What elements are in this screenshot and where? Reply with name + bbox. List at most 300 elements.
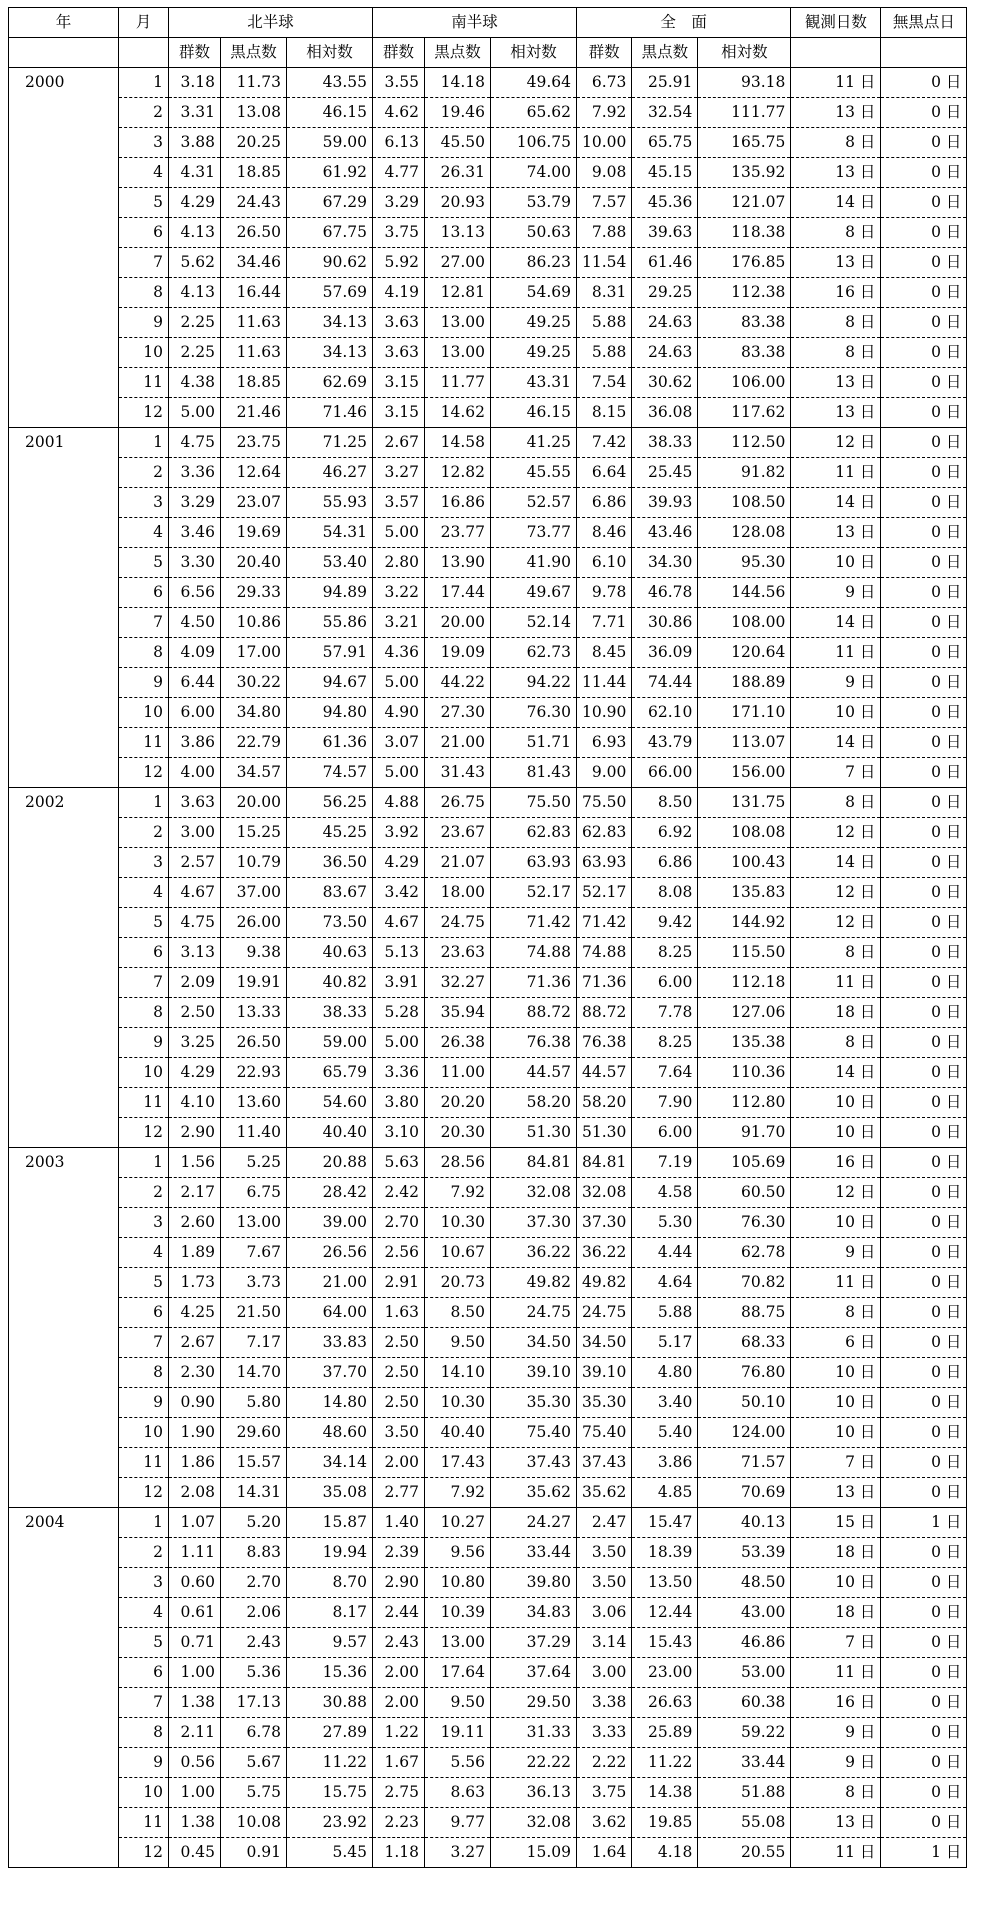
total-groups-cell: 7.57	[577, 188, 632, 218]
north-groups-cell: 1.38	[169, 1688, 221, 1718]
south-relative-cell: 49.25	[491, 308, 577, 338]
south-relative-cell: 76.30	[491, 698, 577, 728]
table-row	[9, 1478, 967, 1508]
header-row-sub	[9, 38, 967, 68]
total-spots-cell: 8.08	[632, 878, 698, 908]
table-row	[9, 1718, 967, 1748]
total-relative-cell: 112.18	[698, 968, 791, 998]
total-groups-cell: 3.14	[577, 1628, 632, 1658]
north-spots-cell: 29.33	[221, 578, 287, 608]
north-relative-cell: 40.63	[287, 938, 373, 968]
total-spots-cell: 12.44	[632, 1598, 698, 1628]
south-spots-cell: 20.73	[425, 1268, 491, 1298]
north-groups-cell: 3.13	[169, 938, 221, 968]
north-spots-cell: 2.06	[221, 1598, 287, 1628]
total-spots-cell: 5.88	[632, 1298, 698, 1328]
north-groups-cell: 4.09	[169, 638, 221, 668]
obs-days-cell: 18 日	[791, 998, 881, 1028]
north-spots-cell: 13.00	[221, 1208, 287, 1238]
total-spots-cell: 7.19	[632, 1148, 698, 1178]
header-empty	[119, 38, 169, 68]
month-cell: 5	[119, 1268, 169, 1298]
total-groups-cell: 63.93	[577, 848, 632, 878]
obs-days-cell: 7 日	[791, 1628, 881, 1658]
obs-days-cell: 11 日	[791, 638, 881, 668]
total-relative-cell: 53.39	[698, 1538, 791, 1568]
total-relative-cell: 91.70	[698, 1118, 791, 1148]
total-groups-cell: 7.88	[577, 218, 632, 248]
month-cell: 2	[119, 1178, 169, 1208]
subheader-total-spots: 黒点数	[632, 38, 698, 68]
month-cell: 8	[119, 1718, 169, 1748]
obs-days-cell: 8 日	[791, 218, 881, 248]
month-cell: 5	[119, 1628, 169, 1658]
no-spot-days-cell: 0 日	[881, 848, 967, 878]
south-relative-cell: 71.42	[491, 908, 577, 938]
south-relative-cell: 76.38	[491, 1028, 577, 1058]
total-groups-cell: 6.73	[577, 68, 632, 98]
north-relative-cell: 21.00	[287, 1268, 373, 1298]
obs-days-cell: 10 日	[791, 1418, 881, 1448]
north-relative-cell: 73.50	[287, 908, 373, 938]
total-spots-cell: 65.75	[632, 128, 698, 158]
table-row	[9, 1208, 967, 1238]
total-relative-cell: 156.00	[698, 758, 791, 788]
obs-days-cell: 10 日	[791, 698, 881, 728]
table-row	[9, 98, 967, 128]
no-spot-days-cell: 0 日	[881, 1148, 967, 1178]
north-spots-cell: 11.63	[221, 338, 287, 368]
total-groups-cell: 3.06	[577, 1598, 632, 1628]
total-groups-cell: 37.43	[577, 1448, 632, 1478]
south-groups-cell: 2.50	[373, 1358, 425, 1388]
total-relative-cell: 105.69	[698, 1148, 791, 1178]
south-relative-cell: 39.80	[491, 1568, 577, 1598]
total-spots-cell: 43.79	[632, 728, 698, 758]
year-cell: 2002	[9, 788, 119, 1148]
total-groups-cell: 51.30	[577, 1118, 632, 1148]
north-spots-cell: 6.78	[221, 1718, 287, 1748]
obs-days-cell: 15 日	[791, 1508, 881, 1538]
north-spots-cell: 18.85	[221, 368, 287, 398]
south-relative-cell: 35.62	[491, 1478, 577, 1508]
south-relative-cell: 51.71	[491, 728, 577, 758]
north-groups-cell: 1.07	[169, 1508, 221, 1538]
total-relative-cell: 62.78	[698, 1238, 791, 1268]
total-groups-cell: 58.20	[577, 1088, 632, 1118]
north-spots-cell: 14.70	[221, 1358, 287, 1388]
south-relative-cell: 29.50	[491, 1688, 577, 1718]
month-cell: 9	[119, 1748, 169, 1778]
total-spots-cell: 19.85	[632, 1808, 698, 1838]
north-spots-cell: 23.75	[221, 428, 287, 458]
table-row	[9, 218, 967, 248]
total-relative-cell: 33.44	[698, 1748, 791, 1778]
north-relative-cell: 94.80	[287, 698, 373, 728]
south-relative-cell: 49.67	[491, 578, 577, 608]
total-relative-cell: 40.13	[698, 1508, 791, 1538]
obs-days-cell: 11 日	[791, 458, 881, 488]
north-groups-cell: 1.00	[169, 1778, 221, 1808]
obs-days-cell: 11 日	[791, 1268, 881, 1298]
north-relative-cell: 46.27	[287, 458, 373, 488]
south-groups-cell: 2.75	[373, 1778, 425, 1808]
no-spot-days-cell: 0 日	[881, 338, 967, 368]
month-cell: 3	[119, 488, 169, 518]
north-groups-cell: 3.46	[169, 518, 221, 548]
north-groups-cell: 2.57	[169, 848, 221, 878]
total-relative-cell: 93.18	[698, 68, 791, 98]
obs-days-cell: 13 日	[791, 1808, 881, 1838]
no-spot-days-cell: 0 日	[881, 1448, 967, 1478]
month-cell: 2	[119, 98, 169, 128]
north-relative-cell: 23.92	[287, 1808, 373, 1838]
subheader-south-spots: 黒点数	[425, 38, 491, 68]
south-spots-cell: 12.81	[425, 278, 491, 308]
total-groups-cell: 71.42	[577, 908, 632, 938]
south-spots-cell: 21.07	[425, 848, 491, 878]
south-spots-cell: 20.20	[425, 1088, 491, 1118]
obs-days-cell: 7 日	[791, 1448, 881, 1478]
total-relative-cell: 76.30	[698, 1208, 791, 1238]
south-spots-cell: 26.31	[425, 158, 491, 188]
no-spot-days-cell: 0 日	[881, 1028, 967, 1058]
obs-days-cell: 13 日	[791, 1478, 881, 1508]
north-relative-cell: 48.60	[287, 1418, 373, 1448]
table-row	[9, 68, 967, 98]
total-groups-cell: 75.40	[577, 1418, 632, 1448]
month-cell: 7	[119, 248, 169, 278]
table-row	[9, 1268, 967, 1298]
north-spots-cell: 24.43	[221, 188, 287, 218]
south-spots-cell: 9.77	[425, 1808, 491, 1838]
total-spots-cell: 25.89	[632, 1718, 698, 1748]
total-spots-cell: 6.92	[632, 818, 698, 848]
month-cell: 11	[119, 368, 169, 398]
no-spot-days-cell: 0 日	[881, 578, 967, 608]
north-groups-cell: 4.29	[169, 1058, 221, 1088]
total-relative-cell: 111.77	[698, 98, 791, 128]
south-spots-cell: 13.90	[425, 548, 491, 578]
north-spots-cell: 23.07	[221, 488, 287, 518]
south-relative-cell: 41.90	[491, 548, 577, 578]
north-relative-cell: 61.92	[287, 158, 373, 188]
south-spots-cell: 35.94	[425, 998, 491, 1028]
month-cell: 5	[119, 908, 169, 938]
total-groups-cell: 11.54	[577, 248, 632, 278]
north-groups-cell: 6.00	[169, 698, 221, 728]
total-groups-cell: 49.82	[577, 1268, 632, 1298]
table-row	[9, 128, 967, 158]
south-relative-cell: 33.44	[491, 1538, 577, 1568]
south-groups-cell: 3.15	[373, 398, 425, 428]
month-cell: 7	[119, 1688, 169, 1718]
header-year: 年	[9, 8, 119, 38]
table-row	[9, 398, 967, 428]
obs-days-cell: 13 日	[791, 368, 881, 398]
month-cell: 11	[119, 1088, 169, 1118]
subheader-north-groups: 群数	[169, 38, 221, 68]
north-relative-cell: 55.93	[287, 488, 373, 518]
month-cell: 12	[119, 758, 169, 788]
north-groups-cell: 2.90	[169, 1118, 221, 1148]
north-relative-cell: 83.67	[287, 878, 373, 908]
total-groups-cell: 2.47	[577, 1508, 632, 1538]
table-row	[9, 1298, 967, 1328]
no-spot-days-cell: 0 日	[881, 1568, 967, 1598]
total-groups-cell: 8.46	[577, 518, 632, 548]
south-spots-cell: 26.38	[425, 1028, 491, 1058]
total-groups-cell: 35.30	[577, 1388, 632, 1418]
south-relative-cell: 52.14	[491, 608, 577, 638]
south-groups-cell: 4.90	[373, 698, 425, 728]
south-spots-cell: 19.46	[425, 98, 491, 128]
month-cell: 9	[119, 668, 169, 698]
no-spot-days-cell: 1 日	[881, 1508, 967, 1538]
south-groups-cell: 2.77	[373, 1478, 425, 1508]
south-relative-cell: 49.25	[491, 338, 577, 368]
north-relative-cell: 38.33	[287, 998, 373, 1028]
total-spots-cell: 26.63	[632, 1688, 698, 1718]
total-spots-cell: 13.50	[632, 1568, 698, 1598]
no-spot-days-cell: 0 日	[881, 638, 967, 668]
no-spot-days-cell: 0 日	[881, 728, 967, 758]
south-spots-cell: 14.10	[425, 1358, 491, 1388]
south-spots-cell: 17.44	[425, 578, 491, 608]
south-relative-cell: 37.30	[491, 1208, 577, 1238]
north-spots-cell: 5.80	[221, 1388, 287, 1418]
north-groups-cell: 3.86	[169, 728, 221, 758]
south-groups-cell: 2.56	[373, 1238, 425, 1268]
month-cell: 10	[119, 1778, 169, 1808]
no-spot-days-cell: 0 日	[881, 548, 967, 578]
total-relative-cell: 70.82	[698, 1268, 791, 1298]
no-spot-days-cell: 0 日	[881, 938, 967, 968]
table-row	[9, 248, 967, 278]
north-spots-cell: 22.93	[221, 1058, 287, 1088]
north-spots-cell: 13.08	[221, 98, 287, 128]
south-relative-cell: 62.83	[491, 818, 577, 848]
south-spots-cell: 9.50	[425, 1688, 491, 1718]
month-cell: 8	[119, 998, 169, 1028]
south-groups-cell: 2.90	[373, 1568, 425, 1598]
total-spots-cell: 29.25	[632, 278, 698, 308]
total-relative-cell: 70.69	[698, 1478, 791, 1508]
south-groups-cell: 2.00	[373, 1448, 425, 1478]
total-groups-cell: 6.10	[577, 548, 632, 578]
total-spots-cell: 45.15	[632, 158, 698, 188]
total-groups-cell: 74.88	[577, 938, 632, 968]
month-cell: 4	[119, 518, 169, 548]
south-groups-cell: 5.00	[373, 518, 425, 548]
total-relative-cell: 68.33	[698, 1328, 791, 1358]
north-spots-cell: 34.80	[221, 698, 287, 728]
no-spot-days-cell: 0 日	[881, 1808, 967, 1838]
table-row	[9, 1778, 967, 1808]
no-spot-days-cell: 0 日	[881, 1298, 967, 1328]
no-spot-days-cell: 0 日	[881, 1268, 967, 1298]
south-relative-cell: 74.88	[491, 938, 577, 968]
north-relative-cell: 54.31	[287, 518, 373, 548]
total-relative-cell: 108.50	[698, 488, 791, 518]
no-spot-days-cell: 0 日	[881, 158, 967, 188]
south-spots-cell: 21.00	[425, 728, 491, 758]
north-spots-cell: 10.08	[221, 1808, 287, 1838]
total-spots-cell: 43.46	[632, 518, 698, 548]
no-spot-days-cell: 0 日	[881, 1358, 967, 1388]
total-groups-cell: 7.92	[577, 98, 632, 128]
header-empty	[9, 38, 119, 68]
total-groups-cell: 8.31	[577, 278, 632, 308]
table-row	[9, 368, 967, 398]
no-spot-days-cell: 0 日	[881, 818, 967, 848]
total-spots-cell: 7.78	[632, 998, 698, 1028]
month-cell: 8	[119, 278, 169, 308]
south-spots-cell: 10.39	[425, 1598, 491, 1628]
total-groups-cell: 52.17	[577, 878, 632, 908]
south-relative-cell: 53.79	[491, 188, 577, 218]
month-cell: 3	[119, 848, 169, 878]
table-row	[9, 908, 967, 938]
south-relative-cell: 51.30	[491, 1118, 577, 1148]
south-relative-cell: 49.82	[491, 1268, 577, 1298]
south-spots-cell: 10.80	[425, 1568, 491, 1598]
month-cell: 6	[119, 218, 169, 248]
south-groups-cell: 1.67	[373, 1748, 425, 1778]
obs-days-cell: 10 日	[791, 1388, 881, 1418]
table-row	[9, 668, 967, 698]
north-relative-cell: 59.00	[287, 1028, 373, 1058]
south-relative-cell: 32.08	[491, 1808, 577, 1838]
no-spot-days-cell: 0 日	[881, 1658, 967, 1688]
south-groups-cell: 3.10	[373, 1118, 425, 1148]
south-spots-cell: 7.92	[425, 1178, 491, 1208]
south-groups-cell: 5.13	[373, 938, 425, 968]
month-cell: 6	[119, 1658, 169, 1688]
total-groups-cell: 3.75	[577, 1778, 632, 1808]
south-relative-cell: 24.27	[491, 1508, 577, 1538]
north-spots-cell: 34.46	[221, 248, 287, 278]
total-relative-cell: 95.30	[698, 548, 791, 578]
north-groups-cell: 1.73	[169, 1268, 221, 1298]
table-row	[9, 1568, 967, 1598]
total-groups-cell: 7.54	[577, 368, 632, 398]
no-spot-days-cell: 0 日	[881, 1778, 967, 1808]
south-spots-cell: 12.82	[425, 458, 491, 488]
total-relative-cell: 135.38	[698, 1028, 791, 1058]
month-cell: 6	[119, 1298, 169, 1328]
north-relative-cell: 43.55	[287, 68, 373, 98]
month-cell: 3	[119, 128, 169, 158]
total-relative-cell: 20.55	[698, 1838, 791, 1868]
north-spots-cell: 21.46	[221, 398, 287, 428]
north-spots-cell: 12.64	[221, 458, 287, 488]
year-cell: 2003	[9, 1148, 119, 1508]
total-groups-cell: 71.36	[577, 968, 632, 998]
obs-days-cell: 11 日	[791, 968, 881, 998]
year-cell: 2000	[9, 68, 119, 428]
south-groups-cell: 4.88	[373, 788, 425, 818]
no-spot-days-cell: 0 日	[881, 128, 967, 158]
south-groups-cell: 2.42	[373, 1178, 425, 1208]
south-groups-cell: 2.70	[373, 1208, 425, 1238]
south-spots-cell: 13.13	[425, 218, 491, 248]
total-groups-cell: 11.44	[577, 668, 632, 698]
total-relative-cell: 128.08	[698, 518, 791, 548]
month-cell: 7	[119, 608, 169, 638]
total-relative-cell: 59.22	[698, 1718, 791, 1748]
header-month: 月	[119, 8, 169, 38]
south-spots-cell: 8.63	[425, 1778, 491, 1808]
north-spots-cell: 30.22	[221, 668, 287, 698]
north-relative-cell: 35.08	[287, 1478, 373, 1508]
north-spots-cell: 11.73	[221, 68, 287, 98]
south-relative-cell: 75.50	[491, 788, 577, 818]
total-groups-cell: 6.93	[577, 728, 632, 758]
total-groups-cell: 35.62	[577, 1478, 632, 1508]
total-groups-cell: 9.08	[577, 158, 632, 188]
month-cell: 2	[119, 818, 169, 848]
north-groups-cell: 3.63	[169, 788, 221, 818]
obs-days-cell: 14 日	[791, 488, 881, 518]
month-cell: 9	[119, 1028, 169, 1058]
south-groups-cell: 3.36	[373, 1058, 425, 1088]
total-groups-cell: 3.62	[577, 1808, 632, 1838]
obs-days-cell: 10 日	[791, 548, 881, 578]
table-row	[9, 1808, 967, 1838]
total-groups-cell: 3.38	[577, 1688, 632, 1718]
total-spots-cell: 15.47	[632, 1508, 698, 1538]
month-cell: 10	[119, 1058, 169, 1088]
no-spot-days-cell: 0 日	[881, 1628, 967, 1658]
south-spots-cell: 20.93	[425, 188, 491, 218]
total-groups-cell: 7.42	[577, 428, 632, 458]
north-relative-cell: 46.15	[287, 98, 373, 128]
obs-days-cell: 9 日	[791, 1238, 881, 1268]
total-relative-cell: 188.89	[698, 668, 791, 698]
south-spots-cell: 31.43	[425, 758, 491, 788]
north-relative-cell: 67.29	[287, 188, 373, 218]
table-row	[9, 758, 967, 788]
south-groups-cell: 3.55	[373, 68, 425, 98]
south-spots-cell: 44.22	[425, 668, 491, 698]
south-groups-cell: 1.40	[373, 1508, 425, 1538]
total-relative-cell: 100.43	[698, 848, 791, 878]
month-cell: 10	[119, 1418, 169, 1448]
total-spots-cell: 74.44	[632, 668, 698, 698]
total-relative-cell: 43.00	[698, 1598, 791, 1628]
south-groups-cell: 5.00	[373, 1028, 425, 1058]
south-relative-cell: 71.36	[491, 968, 577, 998]
month-cell: 10	[119, 698, 169, 728]
south-relative-cell: 41.25	[491, 428, 577, 458]
north-relative-cell: 40.82	[287, 968, 373, 998]
north-relative-cell: 53.40	[287, 548, 373, 578]
north-relative-cell: 65.79	[287, 1058, 373, 1088]
no-spot-days-cell: 0 日	[881, 758, 967, 788]
south-groups-cell: 3.15	[373, 368, 425, 398]
total-relative-cell: 46.86	[698, 1628, 791, 1658]
no-spot-days-cell: 0 日	[881, 1538, 967, 1568]
south-spots-cell: 11.77	[425, 368, 491, 398]
north-spots-cell: 26.00	[221, 908, 287, 938]
total-relative-cell: 176.85	[698, 248, 791, 278]
table-row	[9, 938, 967, 968]
north-groups-cell: 1.38	[169, 1808, 221, 1838]
month-cell: 11	[119, 1448, 169, 1478]
total-relative-cell: 88.75	[698, 1298, 791, 1328]
table-row	[9, 158, 967, 188]
